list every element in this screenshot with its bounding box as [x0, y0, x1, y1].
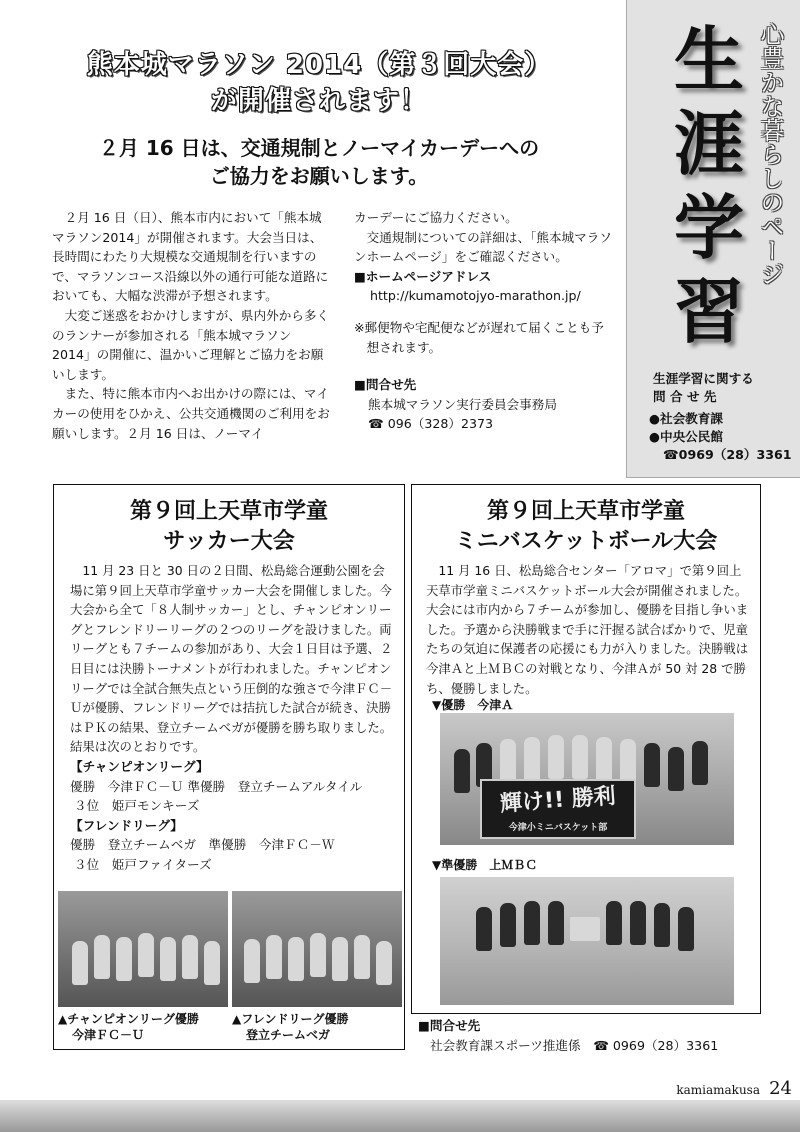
friend-league-label: 【フレンドリーグ】 [70, 817, 183, 833]
sidebar-tel: ☎0969（28）3361 [663, 447, 792, 462]
sidebar-vertical-subtitle: 心豊かな暮らしのページ [756, 22, 784, 286]
paragraph: ２月 16 日（日）、熊本市内において「熊本城マラソン2014」が開催されます。大会当日は、長時間にわたり大規模な交通規制を行いますので、マラソンコース沿線以外の通行可能な道路においても、大幅な渋滞が予想されます。 [52, 210, 329, 304]
basket-body-block [426, 561, 750, 698]
soccer-title-line2: サッカー大会 [163, 529, 295, 554]
sidebar-title-char: 生 [674, 19, 744, 101]
soccer-box [53, 484, 405, 1050]
sidebar-org: ●中央公民館 [649, 429, 723, 444]
homepage-label: ■ホームページアドレス [354, 268, 492, 284]
runnerup-photo-caption: ▼準優勝 上ＭＢＣ [432, 858, 538, 872]
basket-title-line2: ミニバスケットボール大会 [454, 529, 718, 554]
champ-result-line: ３位 姫戸モンキーズ [74, 798, 200, 814]
contact-org: 熊本城マラソン実行委員会事務局 [368, 396, 557, 412]
contact-tel: ☎ 096（328）2373 [368, 416, 494, 432]
article-subtitle-line1: ２月 16 日は、交通規制とノーマイカーデーへの [98, 136, 540, 160]
postal-note: ※郵便物や宅配便などが遅れて届くことも予想されます。 [354, 319, 604, 355]
homepage-url[interactable]: http://kumamotojyo-marathon.jp/ [370, 288, 581, 304]
winner-photo-caption: ▼優勝 今津Ａ [432, 698, 514, 712]
soccer-title-line1: 第９回上天草市学童 [129, 499, 328, 524]
page-footer [632, 1078, 792, 1099]
top-column-1 [52, 208, 330, 443]
paragraph: また、特に熊本市内へお出かけの際には、マイカーの使用をひかえ、公共交通機関のご利用をお願いします。２月 16 日は、ノーマイ [52, 386, 330, 441]
basket-contact [418, 1016, 758, 1055]
basket-title-line1: 第９回上天草市学童 [486, 499, 685, 524]
article-title-line2: が開催されます！ [210, 86, 427, 116]
sidebar [626, 0, 800, 478]
paragraph: 大変ご迷惑をおかけしますが、県内外から多くのランナーが参加される「熊本城マラソン 2014」の開催に、温かいご理解とご協力をお願いします。 [52, 307, 330, 382]
sidebar-org: ●社会教育課 [649, 411, 723, 426]
winner-team-photo [440, 713, 734, 845]
basket-contact-label: ■問合せ先 [418, 1018, 481, 1033]
friend-photo-caption [232, 1011, 402, 1043]
caption-line: ▲チャンピオンリーグ優勝 [58, 1012, 199, 1026]
caption-line: 今津ＦＣ－Ｕ [72, 1028, 145, 1042]
caption-line: 登立チームベガ [246, 1028, 331, 1042]
banner-text: 輝け!! 勝利 [499, 783, 617, 818]
sidebar-contact [649, 370, 799, 464]
champ-league-label: 【チャンピオンリーグ】 [70, 758, 209, 774]
basketball-box [411, 484, 761, 1014]
caption-line: ▲フレンドリーグ優勝 [232, 1012, 349, 1026]
champ-team-photo [58, 891, 228, 1007]
sidebar-title-char: 学 [674, 187, 744, 269]
article-title-line1: 熊本城マラソン 2014（第３回大会） [86, 50, 552, 80]
banner-subtext: 今津小ミニバスケット部 [508, 823, 608, 833]
friend-result-line: ３位 姫戸ファイターズ [74, 856, 212, 872]
sidebar-title-char: 涯 [674, 103, 744, 185]
basket-contact-line: 社会教育課スポーツ推進係 ☎ 0969（28）3361 [430, 1037, 719, 1053]
sidebar-info-line: 生涯学習に関する [653, 371, 754, 386]
footer-brand: kamiamakusa [676, 1083, 760, 1097]
team-banner [480, 779, 636, 839]
champ-result-line: 優勝 今津ＦＣ－Ｕ 準優勝 登立チームアルタイル [70, 778, 363, 794]
soccer-body-block [70, 561, 394, 875]
champ-photo-caption [58, 1011, 228, 1043]
paragraph: 交通規制についての詳細は、「熊本城マラソンホームページ」をご確認ください。 [354, 229, 612, 265]
contact-label: ■問合せ先 [354, 377, 417, 393]
top-column-2 [354, 208, 616, 434]
runnerup-team-photo [440, 877, 734, 1005]
friend-team-photo [232, 891, 402, 1007]
basket-body: 11 月 16 日、松島総合センター「アロマ」で第９回上天草市学童ミニバスケットボール大会が開催されました。大会には市内から７チームが参加し、優勝を目指し争いました。予選から決勝戦まで手に汗握る試合ばかりで、児童たちの気迫に保護者の応援にも力が入りました。決勝戦は今津Ａと上ＭＢＣの対戦となり、今津Ａが 50 対 28 で勝ち、優勝しました。 [426, 563, 749, 696]
paragraph: カーデーにご協力ください。 [354, 210, 518, 225]
sidebar-title-char: 習 [674, 271, 744, 353]
friend-result-line: 優勝 登立チームベガ 準優勝 今津ＦＣ－Ｗ [70, 837, 335, 853]
sidebar-info-line: 問 合 せ 先 [653, 389, 717, 404]
soccer-body: 11 月 23 日と 30 日の２日間、松島総合運動公園を会場に第９回上天草市学童サッカー大会を開催しました。今大会から全て「８人制サッカー」とし、チャンピオンリーグとフレンドリーリーグの２つのリーグを設けました。両リーグとも７チームの参加があり、大会１日目は予選、２日目には決勝トーナメントが行われました。チャンピオンリーグでは全試合無失点という圧倒的な強さで今津ＦＣ－Ｕが優勝、フレンドリーグでは拮抗した試合が続き、決勝はＰＫの結果、登立チームベガが優勝を勝ち取りました。結果は次のとおりです。 [70, 563, 393, 755]
article-subtitle-line2: ご協力をお願いします。 [209, 164, 429, 188]
page-number: 24 [769, 1078, 792, 1099]
page-footer-band [0, 1100, 800, 1132]
